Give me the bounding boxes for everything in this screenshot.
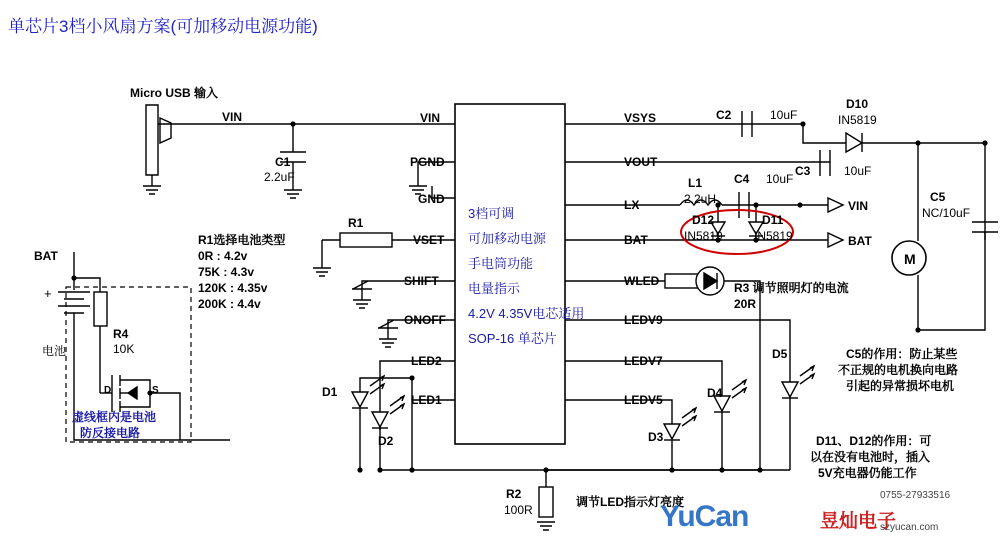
pin-led1: LED1 bbox=[411, 393, 442, 407]
pin-bat: BAT bbox=[624, 233, 648, 247]
label-bat-out: BAT bbox=[848, 234, 872, 248]
label-r1: R1 bbox=[348, 216, 364, 230]
label-d12-value: IN5819 bbox=[684, 229, 723, 243]
label-mosfet-s: S bbox=[152, 385, 159, 396]
pin-vsys: VSYS bbox=[624, 111, 657, 125]
label-c3-value: 10uF bbox=[844, 164, 872, 178]
label-vin-out: VIN bbox=[848, 199, 869, 213]
page-title: 单芯片3档小风扇方案(可加移动电源功能) bbox=[8, 17, 318, 36]
note-d-line3: 5V充电器仍能工作 bbox=[818, 466, 917, 480]
svg-text:+: + bbox=[44, 286, 52, 301]
note-r1-line1: 0R : 4.2v bbox=[198, 249, 248, 263]
label-c3: C3 bbox=[795, 164, 811, 178]
label-r4-value: 10K bbox=[113, 342, 135, 356]
ic-feature-4: 电量指示 bbox=[468, 281, 521, 296]
pin-ledv9: LEDV9 bbox=[624, 313, 663, 327]
watermark-site: szyucan.com bbox=[880, 522, 939, 533]
label-d1: D1 bbox=[322, 385, 338, 399]
label-d11: D11 bbox=[762, 213, 784, 227]
ic-feature-2: 可加移动电源 bbox=[468, 231, 547, 246]
label-vin-left: VIN bbox=[222, 110, 243, 124]
label-r3-value: 20R bbox=[734, 297, 757, 311]
note-d-line2: 以在没有电池时，插入 bbox=[810, 450, 931, 464]
note-r3: R3 调节照明灯的电流 bbox=[734, 281, 849, 295]
ic-feature-5: 4.2V 4.35V电芯适用 bbox=[468, 306, 585, 321]
watermark-brand: YuCan bbox=[660, 500, 749, 533]
note-r1-line4: 200K : 4.4v bbox=[198, 297, 261, 311]
label-d2: D2 bbox=[378, 434, 394, 448]
pin-vset: VSET bbox=[413, 233, 445, 247]
note-r1-title: R1选择电池类型 bbox=[198, 233, 286, 247]
label-r4: R4 bbox=[113, 327, 129, 341]
pin-shift: SHIFT bbox=[404, 274, 439, 288]
label-r2: R2 bbox=[506, 487, 522, 501]
note-c5-line1: C5的作用：防止某些 bbox=[846, 347, 958, 361]
label-d5: D5 bbox=[772, 347, 788, 361]
label-c5: C5 bbox=[930, 190, 946, 204]
label-motor: M bbox=[904, 251, 916, 267]
label-c1-value: 2.2uF bbox=[264, 170, 295, 184]
watermark-brand-cn: 昱灿电子 bbox=[820, 511, 897, 532]
pin-vout: VOUT bbox=[624, 155, 658, 169]
label-d10-value: IN5819 bbox=[838, 113, 877, 127]
pin-onoff: ONOFF bbox=[404, 313, 446, 327]
pin-gnd: GND bbox=[418, 192, 445, 206]
label-d11-value: IN5819 bbox=[754, 229, 793, 243]
label-d10: D10 bbox=[846, 97, 869, 111]
label-d3: D3 bbox=[648, 430, 664, 444]
note-dashed-line1: 虚线框内是电池 bbox=[72, 410, 157, 424]
label-r2-value: 100R bbox=[504, 503, 533, 517]
label-c4: C4 bbox=[734, 172, 750, 186]
pin-led2: LED2 bbox=[411, 354, 442, 368]
label-c1: C1 bbox=[275, 155, 291, 169]
label-c2: C2 bbox=[716, 108, 732, 122]
ic-feature-1: 3档可调 bbox=[468, 206, 515, 221]
pin-pgnd: PGND bbox=[410, 155, 445, 169]
label-usb-input: Micro USB 输入 bbox=[130, 86, 219, 100]
label-mosfet-d: D bbox=[104, 385, 112, 396]
label-d12: D12 bbox=[692, 213, 715, 227]
label-l1: L1 bbox=[688, 176, 703, 190]
pin-lx: LX bbox=[624, 198, 640, 212]
label-c2-value: 10uF bbox=[770, 108, 798, 122]
label-bat-left: BAT bbox=[34, 249, 58, 263]
note-r1-line2: 75K : 4.3v bbox=[198, 265, 255, 279]
note-c5-line3: 引起的异常损坏电机 bbox=[846, 379, 955, 393]
note-c5-line2: 不正规的电机换向电路 bbox=[838, 363, 959, 377]
note-r2: 调节LED指示灯亮度 bbox=[576, 495, 685, 509]
note-dashed-line2: 防反接电路 bbox=[80, 426, 141, 440]
watermark-phone: 0755-27933516 bbox=[880, 490, 951, 501]
pin-vin: VIN bbox=[420, 111, 441, 125]
ic-feature-3: 手电筒功能 bbox=[468, 256, 534, 271]
label-l1-value: 2.2uH bbox=[684, 192, 717, 206]
note-d-line1: D11、D12的作用：可 bbox=[816, 434, 932, 448]
label-battery: 电池 bbox=[42, 344, 67, 358]
note-r1-line3: 120K : 4.35v bbox=[198, 281, 268, 295]
pin-ledv5: LEDV5 bbox=[624, 393, 663, 407]
pin-ledv7: LEDV7 bbox=[624, 354, 663, 368]
ic-feature-6: SOP-16 单芯片 bbox=[468, 331, 557, 346]
pin-wled: WLED bbox=[624, 274, 660, 288]
label-c5-value: NC/10uF bbox=[922, 206, 971, 220]
label-d4: D4 bbox=[707, 386, 723, 400]
label-c4-value: 10uF bbox=[766, 172, 794, 186]
